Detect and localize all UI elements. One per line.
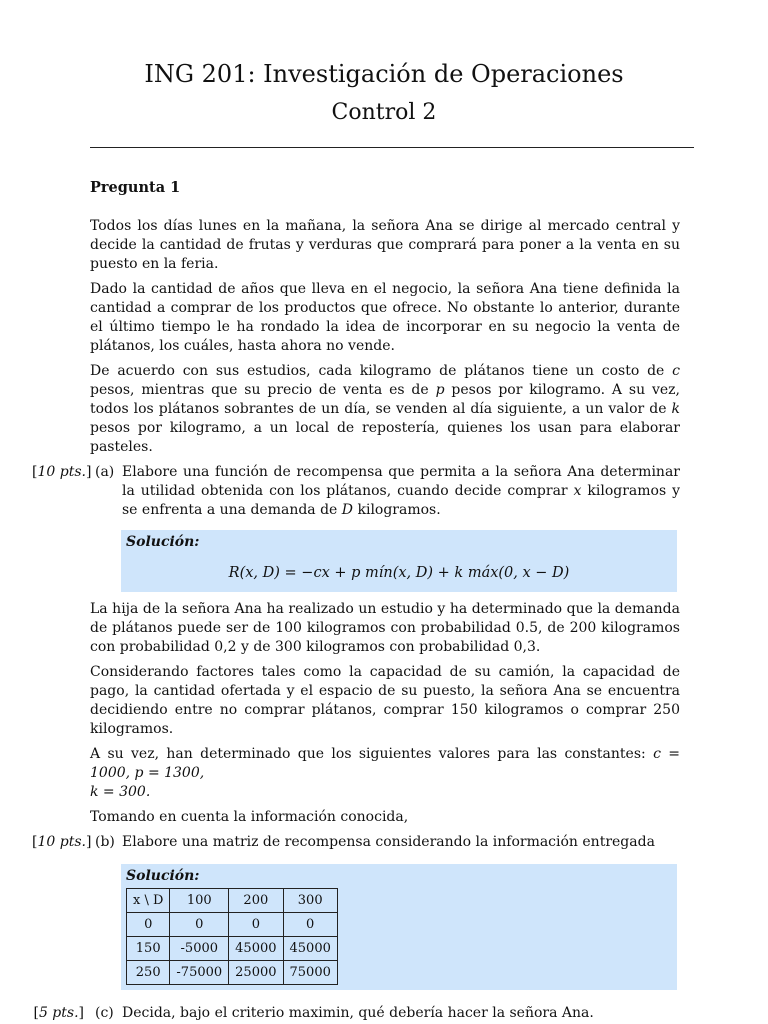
part-a-solution-box bbox=[121, 530, 677, 592]
payoff-cell: 25000 bbox=[229, 961, 283, 985]
paragraph-options: Considerando factores tales como la capacidad de su camión, la capacidad de pago, la cantidad ofertada y el espacio de su puesto, la señora Ana se encuentra decidiendo entre no comprar plátanos, comprar 150 kilogramos o comprar 250 kilogramos. bbox=[90, 664, 680, 737]
part-c-points: [5 pts.] bbox=[33, 1005, 84, 1021]
question-body bbox=[32, 178, 681, 1023]
reward-formula: R(x, D) = −cx + p mín(x, D) + k máx(0, x − D) bbox=[228, 565, 570, 581]
payoff-cell: 45000 bbox=[283, 937, 337, 961]
part-a-text: Elabore una función de recompensa que permita a la señora Ana determinar la utilidad obtenida con los plátanos, cuando decide comprar x kilogramos y se enfrenta a una demanda de D kilogramos. bbox=[122, 464, 680, 518]
paragraph-intro: Todos los días lunes en la mañana, la señora Ana se dirige al mercado central y decide la cantidad de frutas y verduras que comprará para poner a la venta en su puesto en la feria. bbox=[90, 218, 680, 272]
table-row bbox=[127, 913, 338, 937]
question-heading: Pregunta 1 bbox=[90, 179, 181, 196]
paragraph-constants: A su vez, han determinado que los siguientes valores para las constantes: c = 1000, p = 1300, k = 300. bbox=[90, 746, 680, 800]
part-b-solution-box bbox=[121, 864, 677, 990]
payoff-matrix bbox=[126, 888, 338, 985]
payoff-cell: 0 bbox=[283, 913, 337, 937]
part-a bbox=[32, 463, 680, 520]
payoff-header-row bbox=[127, 889, 338, 913]
part-a-points: [10 pts.] bbox=[32, 464, 92, 480]
table-row bbox=[127, 961, 338, 985]
part-b-solution-title: Solución: bbox=[126, 868, 200, 884]
payoff-cell: 0 bbox=[170, 913, 229, 937]
payoff-header-cell: 300 bbox=[283, 889, 337, 913]
document-header bbox=[0, 58, 768, 128]
payoff-cell: -5000 bbox=[170, 937, 229, 961]
paragraph-demand: La hija de la señora Ana ha realizado un estudio y ha determinado que la demanda de plátanos puede ser de 100 kilogramos con probabilidad 0.5, de 200 kilogramos con probabilidad 0,2 y de 300 kilogramos con probabilidad 0,3. bbox=[90, 601, 680, 655]
part-c-text: Decida, bajo el criterio maximin, qué debería hacer la señora Ana. bbox=[122, 1005, 594, 1021]
payoff-cell: -75000 bbox=[170, 961, 229, 985]
payoff-header-cell: 100 bbox=[170, 889, 229, 913]
paragraph-context: Dado la cantidad de años que lleva en el negocio, la señora Ana tiene definida la cantidad a comprar de los productos que ofrece. No obstante lo anterior, durante el último tiempo le ha rondado la idea de incorporar en su negocio la venta de plátanos, los cuáles, hasta ahora no vende. bbox=[90, 281, 680, 354]
document-title: ING 201: Investigación de Operaciones bbox=[144, 60, 624, 88]
part-a-solution-title: Solución: bbox=[126, 534, 200, 550]
part-a-label: (a) bbox=[95, 464, 115, 480]
payoff-cell: 75000 bbox=[283, 961, 337, 985]
table-row bbox=[127, 937, 338, 961]
payoff-header-cell: 200 bbox=[229, 889, 283, 913]
header-divider bbox=[90, 147, 694, 148]
part-b-label: (b) bbox=[95, 834, 115, 850]
part-b-points: [10 pts.] bbox=[32, 834, 92, 850]
payoff-cell: 45000 bbox=[229, 937, 283, 961]
part-b-text: Elabore una matriz de recompensa considerando la información entregada bbox=[122, 834, 655, 850]
payoff-header-cell: x \ D bbox=[127, 889, 170, 913]
document-subtitle: Control 2 bbox=[331, 100, 437, 125]
paragraph-transition: Tomando en cuenta la información conocida, bbox=[90, 809, 409, 825]
part-c bbox=[33, 1004, 680, 1023]
paragraph-costs: De acuerdo con sus estudios, cada kilogramo de plátanos tiene un costo de c pesos, mientras que su precio de venta es de p pesos por kilogramo. A su vez, todos los plátanos sobrantes de un día, se venden al día siguiente, a un valor de k pesos por kilogramo, a un local de repostería, quienes los usan para elaborar pasteles. bbox=[90, 363, 681, 455]
payoff-cell: 0 bbox=[229, 913, 283, 937]
part-c-label: (c) bbox=[95, 1005, 114, 1021]
payoff-cell: 250 bbox=[127, 961, 170, 985]
part-b bbox=[32, 833, 680, 852]
payoff-cell: 150 bbox=[127, 937, 170, 961]
payoff-cell: 0 bbox=[127, 913, 170, 937]
